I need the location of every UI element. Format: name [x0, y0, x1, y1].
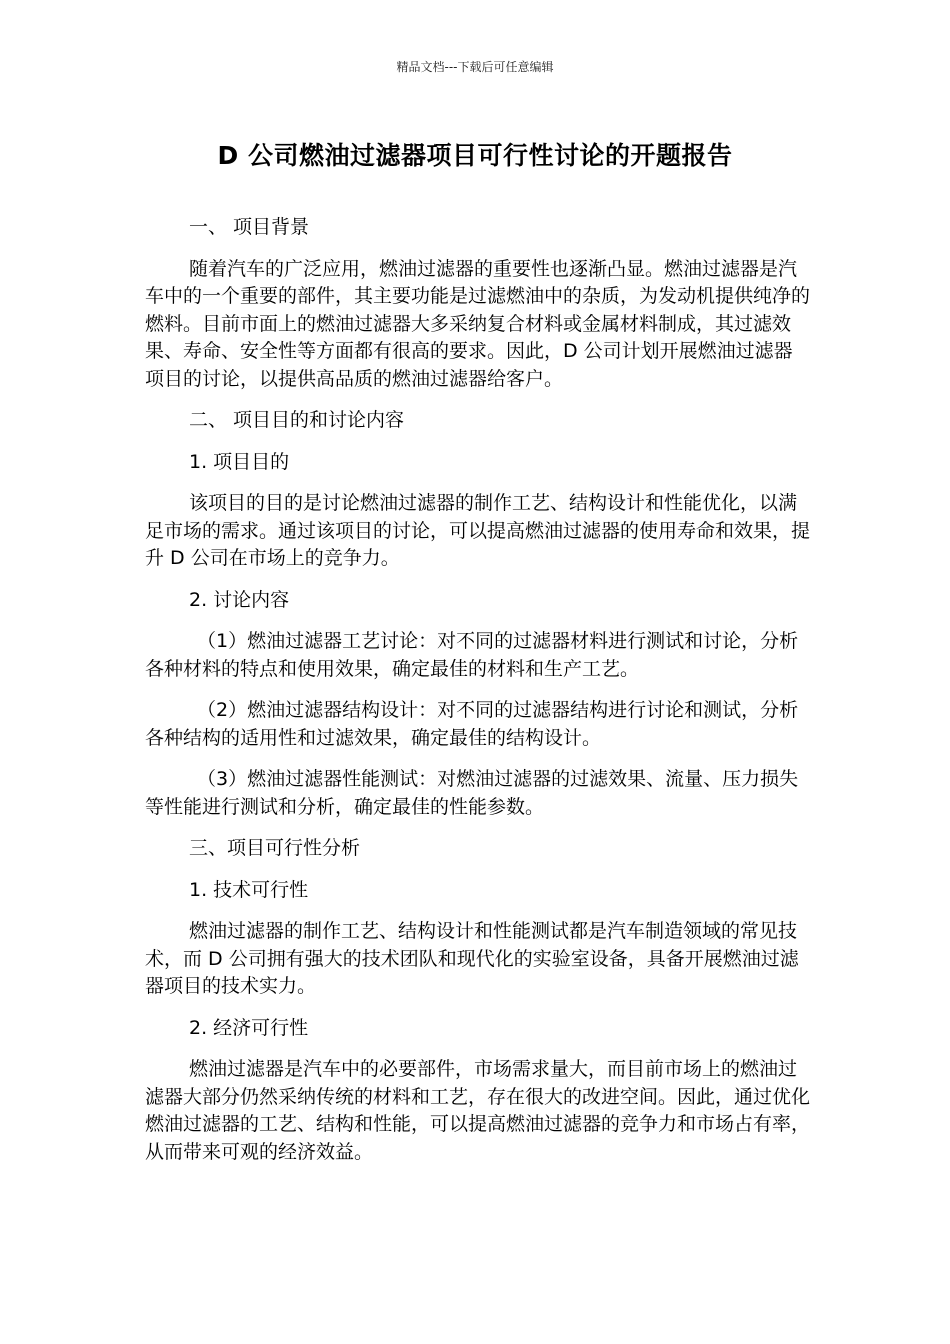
- list-item-process-research: （1）燃油过滤器工艺讨论：对不同的过滤器材料进行测试和讨论，分析各种材料的特点和使用效果，确定最佳的材料和生产工艺。: [145, 630, 799, 680]
- subheading-technical-feasibility: 1. 技术可行性: [189, 878, 309, 901]
- document-title: D 公司燃油过滤器项目可行性讨论的开题报告: [217, 141, 733, 170]
- subheading-project-goal: 1. 项目目的: [189, 450, 290, 473]
- subheading-research-content: 2. 讨论内容: [189, 588, 290, 611]
- section-heading-objectives: 二、 项目目的和讨论内容: [189, 409, 405, 431]
- list-item-structure-design: （2）燃油过滤器结构设计：对不同的过滤器结构进行讨论和测试，分析各种结构的适用性和过滤效果，确定最佳的结构设计。: [145, 699, 799, 749]
- page-header: 精品文档---下载后可任意编辑: [396, 60, 554, 74]
- paragraph-economic-feasibility: 燃油过滤器是汽车中的必要部件，市场需求量大，而目前市场上的燃油过滤器大部分仍然采纳传统的材料和工艺，存在很大的改进空间。因此，通过优化燃油过滤器的工艺、结构和性能，可以提高燃油过滤器的竞争力和市场占有率，从而带来可观的经济效益。: [145, 1058, 811, 1163]
- list-item-performance-test: （3）燃油过滤器性能测试：对燃油过滤器的过滤效果、流量、压力损失等性能进行测试和分析，确定最佳的性能参数。: [145, 768, 799, 818]
- paragraph-technical-feasibility: 燃油过滤器的制作工艺、结构设计和性能测试都是汽车制造领域的常见技术，而 D 公司拥有强大的技术团队和现代化的实验室设备，具备开展燃油过滤器项目的技术实力。: [145, 920, 799, 997]
- section-heading-feasibility: 三、项目可行性分析: [189, 837, 361, 859]
- section-heading-background: 一、 项目背景: [189, 216, 310, 238]
- document-body: [145, 214, 810, 1180]
- subheading-economic-feasibility: 2. 经济可行性: [189, 1016, 309, 1039]
- paragraph-project-goal: 该项目的目的是讨论燃油过滤器的制作工艺、结构设计和性能优化，以满足市场的需求。通过该项目的讨论，可以提高燃油过滤器的使用寿命和效果，提升 D 公司在市场上的竞争力。: [145, 492, 811, 569]
- paragraph-background: 随着汽车的广泛应用，燃油过滤器的重要性也逐渐凸显。燃油过滤器是汽车中的一个重要的部件，其主要功能是过滤燃油中的杂质，为发动机提供纯净的燃料。目前市面上的燃油过滤器大多采纳复合材料或金属材料制成，其过滤效果、寿命、安全性等方面都有很高的要求。因此，D 公司计划开展燃油过滤器项目的讨论，以提供高品质的燃油过滤器给客户。: [145, 257, 811, 390]
